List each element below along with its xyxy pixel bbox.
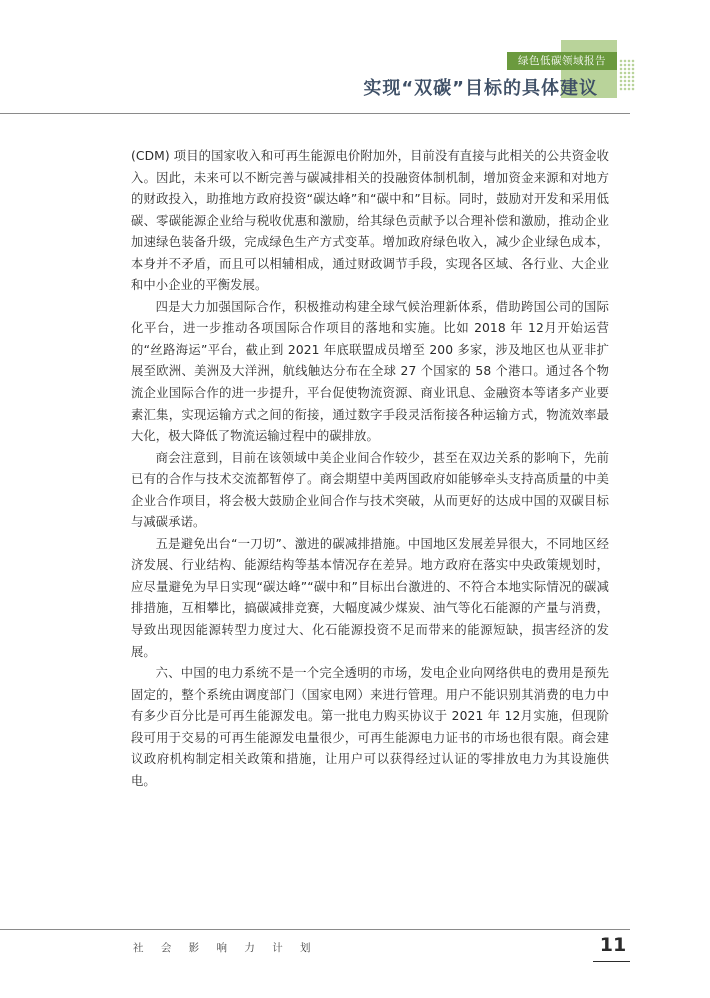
report-category-tag: 绿色低碳领域报告 xyxy=(507,52,617,70)
page-number-underline xyxy=(593,961,630,962)
section-title: 实现“双碳”目标的具体建议 xyxy=(363,78,598,99)
header-divider xyxy=(0,113,630,114)
page-number: 11 xyxy=(599,934,627,956)
footer-divider xyxy=(0,929,630,930)
paragraph-4: 五是避免出台“一刀切”、激进的碳减排措施。中国地区发展差异很大，不同地区经济发展、行业结构、能源结构等基本情况存在差异。地方政府在落实中央政策规划时，应尽量避免为早日实现“碳达峰”“碳中和”目标出台激进的、不符合本地实际情况的碳减排措施，互相攀比，搞碳减排竞赛，大幅度减少煤炭、油气等化石能源的产量与消费，导致出现因能源转型力度过大、化石能源投资不足而带来的能源短缺，损害经济的发展。 xyxy=(131,536,609,659)
paragraph-2: 四是大力加强国际合作，积极推动构建全球气候治理新体系，借助跨国公司的国际化平台，进一步推动各项国际合作项目的落地和实施。比如 2018 年 12月开始运营的“丝路海运”平台，截止到 2021 年底联盟成员增至 200 多家，涉及地区也从亚非扩展至欧洲、美洲及大洋洲，航线触达分布在全球 27 个国家的 58 个港口。通过各个物流企业国际合作的进一步提升，平台促使物流资源、商业讯息、金融资本等诸多产业要素汇集，实现运输方式之间的衔接，通过数字手段灵活衔接各种运输方式，物流效率最大化，极大降低了物流运输过程中的碳排放。 xyxy=(131,299,609,444)
body-text xyxy=(131,146,609,792)
paragraph-1: (CDM) 项目的国家收入和可再生能源电价附加外，目前没有直接与此相关的公共资金收入。因此，未来可以不断完善与碳减排相关的投融资体制机制，增加资金来源和对地方的财政投入，助推地方政府投资“碳达峰”和“碳中和”目标。同时，鼓励对开发和采用低碳、零碳能源企业给与税收优惠和激励，给其绿色贡献予以合理补偿和激励，推动企业加速绿色装备升级，完成绿色生产方式变革。增加政府绿色收入，减少企业绿色成本，本身并不矛盾，而且可以相辅相成，通过财政调节手段，实现各区域、各行业、大企业和中小企业的平衡发展。 xyxy=(131,149,609,293)
paragraph-3: 商会注意到，目前在该领域中美企业间合作较少，甚至在双边关系的影响下，先前已有的合作与技术交流都暂停了。商会期望中美两国政府如能够牵头支持高质量的中美企业合作项目，将会极大鼓励企业间合作与技术突破，从而更好的达成中国的双碳目标与减碳承诺。 xyxy=(131,450,609,530)
paragraph-5: 六、中国的电力系统不是一个完全透明的市场，发电企业向网络供电的费用是预先固定的，整个系统由调度部门（国家电网）来进行管理。用户不能识别其消费的电力中有多少百分比是可再生能源发电。第一批电力购买协议于 2021 年 12月实施，但现阶段可用于交易的可再生能源发电量很少，可再生能源电力证书的市场也很有限。商会建议政府机构制定相关政策和措施，让用户可以获得经过认证的零排放电力为其设施供电。 xyxy=(131,666,609,788)
decorative-dot-grid xyxy=(619,59,635,91)
footer-program-name: 社 会 影 响 力 计 划 xyxy=(133,942,318,954)
